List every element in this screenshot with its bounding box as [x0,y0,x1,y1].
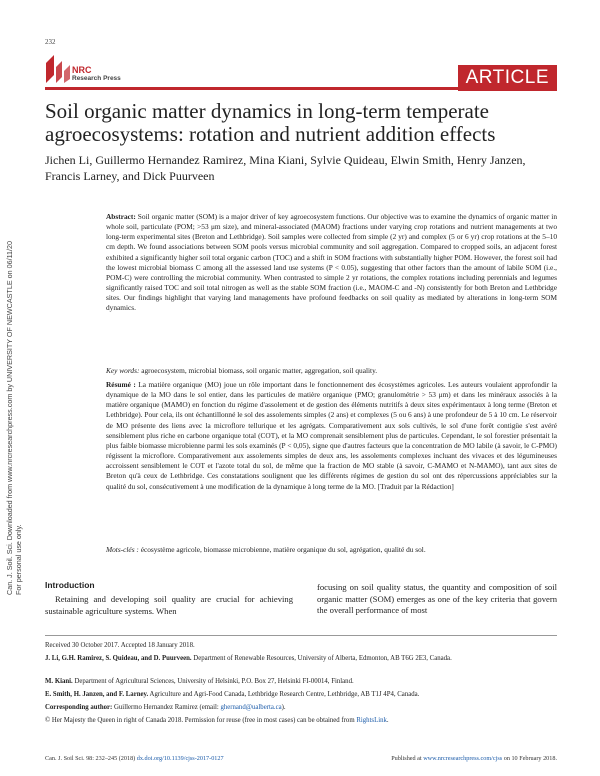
abstract [106,212,557,314]
rightslink-link[interactable]: RightsLink [356,717,387,724]
corresponding-author [45,703,557,713]
mots-cles [106,545,557,555]
corresponding-author-label: Corresponding author: [45,704,113,711]
logo-nrc-text: NRC [72,65,92,75]
footnote-divider [45,635,557,636]
abstract-text: Soil organic matter (SOM) is a major driver of key agroecosystem functions. Our objective was to examine the dynamics of organic matter in whole soil, particulate (POM; >53 μm size), and mineral-associated (MAOM) fractions under varying crop rotations and nutrient managements at two long-term experimental sites (Breton and Lethbridge). Soil samples were collected from simple (2 yr) and complex (5 or 6 yr) crop rotations at the 5–10 cm depth. We found associations between SOM pools versus microbial community and soil aggregation. Compared to cropped soils, an adjacent forest exhibited a significantly higher soil total organic carbon (TOC) and a shift in SOM fractions with substantially higher POM. However, the forest soil had the lowest microbial biomass C among all the assessed land use systems (P < 0.05), suggesting that other factors than the amount of labile SOM (i.e., POM-C) were controlling the microbial community. When contrasted to simple 2 yr rotations, the complex rotations including perennials and legumes significantly raised TOC and soil total nitrogen as well as the stable SOM fraction (i.e., MAOM-C and -N) consistently for both Breton and Lethbridge sites. Our findings highlight that varying land managements have profound feedbacks on soil quality as mediated by alterations in long-term SOM dynamics. [106,212,557,313]
corresponding-email-link[interactable]: ghernand@ualberta.ca [220,704,282,711]
mots-cles-label: Mots-clés : [106,545,139,554]
received-date: Received 30 October 2017. Accepted 18 January 2018. [45,642,195,649]
affiliation-3-names: E. Smith, H. Janzen, and F. Larney. [45,691,149,698]
copyright-end: . [386,717,389,724]
resume [106,380,557,492]
download-sidenote [5,165,23,765]
resume-label: Résumé : [106,380,136,389]
citation-text: Can. J. Soil Sci. 98: 232–245 (2018) [45,755,137,762]
paper-title: Soil organic matter dynamics in long-term temperate agroecosystems: rotation and nutrient addition effects [45,99,496,146]
author-list: Jichen Li, Guillermo Hernandez Ramirez, Mina Kiani, Sylvie Quideau, Elwin Smith, Henry Janzen, Francis Larney, and Dick Puurveen [45,153,526,183]
introduction-column-2: focusing on soil quality status, the quantity and composition of soil organic matter (SOM) emerges as one of the key criteria that govern the overall performance of most [317,582,557,615]
sidenote-line-2: For personal use only. [14,524,23,595]
copyright-text: © Her Majesty the Queen in right of Canada 2018. Permission for reuse (free in most cases) can be obtained from [45,717,357,724]
doi-link[interactable]: dx.doi.org/10.1139/cjss-2017-0127 [136,755,224,762]
resume-text: La matière organique (MO) joue un rôle important dans le fonctionnement des écosystèmes agricoles. Les auteurs voulaient approfondir la dynamique de la MO dans le sol entier, dans les particules de matière organique (PMO; granulométrie > 53 μm) et dans les minéraux associés à la matière organique (MAMO) en fonction du régime d'assolement et de gestion des éléments nutritifs à deux sites expérimentaux à long terme (Breton et Lethbridge). Pour cela, ils ont échantillonné le sol des assolements simples (2 ans) et complexes (5 ou 6 ans) à une profondeur de 5 à 10 cm. Le réservoir de MO présente des liens avec la microflore tellurique et les agrégats. Comparativement aux sols cultivés, le sol d'une forêt contigüe s'est avéré sensiblement plus riche en carbone organique total (COT), et la MO comprenait sensiblement plus de particules. Cependant, le sol forestier présentait la plus faible biomasse microbienne parmi les sols examinés (P < 0,05), signe que d'autres facteurs que la concentration de MO labile (à savoir, le C-PMO) régissent la microflore. Comparativement aux assolements simples de deux ans, les assolements complexes incluant des vivaces et des légumineuses accroissent sensiblement le COT et l'azote total du sol, de même que la fraction de MO stable (à savoir, C-MAMO et N-MAMO), tant aux sites de Breton qu'à ceux de Lethbridge. Ces constatations soulignent que les différents régimes de gestion du sol ont des répercussions appréciables sur la qualité du sol, consécutivement à une modification de la dynamique à long terme de la MO. [Traduit par la Rédaction] [106,380,557,491]
affiliation-1-names: J. Li, G.H. Ramirez, S. Quideau, and D. Puurveen. [45,655,192,662]
journal-url-link[interactable]: www.nrcresearchpress.com/cjss [423,755,503,762]
mots-cles-text: écosystème agricole, biomasse microbienne, matière organique du sol, agrégation, qualité du sol. [140,545,426,554]
abstract-label: Abstract: [106,212,136,221]
published-note [391,755,557,762]
page-number: 232 [45,38,56,46]
logo-research-press-text: Research Press [72,75,121,82]
affiliation-2-text: Department of Agricultural Sciences, University of Helsinki, P.O. Box 27, Helsinki FI-00014, Finland. [72,678,354,685]
affiliation-3 [45,690,557,700]
corresponding-author-text: Guillermo Hernandez Ramirez (email: [112,704,221,711]
affiliation-2-names: M. Kiani. [45,678,73,685]
introduction-column-1: Retaining and developing soil quality are crucial for achieving sustainable agriculture systems. When [45,594,293,616]
affiliation-1 [45,654,557,664]
published-text-post: on 10 February 2018. [502,755,557,762]
article-type-badge: ARTICLE [458,65,557,91]
sidenote-line-1: Can. J. Soil. Sci. Downloaded from www.nrcresearchpress.com by UNIVERSITY OF NEWCASTLE on 06/11/20 [5,240,14,595]
nrc-logo-icon [44,53,72,85]
copyright-notice [45,716,557,726]
keywords-label: Key words: [106,366,140,375]
publisher-logo[interactable] [44,53,121,85]
page-footer [45,755,557,762]
keywords-text: agroecosystem, microbial biomass, soil organic matter, aggregation, soil quality. [141,366,378,375]
affiliation-2 [45,677,557,687]
keywords [106,366,557,376]
affiliation-3-text: Agriculture and Agri-Food Canada, Lethbridge Research Centre, Lethbridge, AB T1J 4P4, Canada. [148,691,420,698]
corresponding-author-end: ). [281,704,286,711]
published-text-pre: Published at [391,755,424,762]
affiliation-1-text: Department of Renewable Resources, University of Alberta, Edmonton, AB T6G 2E3, Canada. [191,655,452,662]
introduction-heading: Introduction [45,580,95,590]
